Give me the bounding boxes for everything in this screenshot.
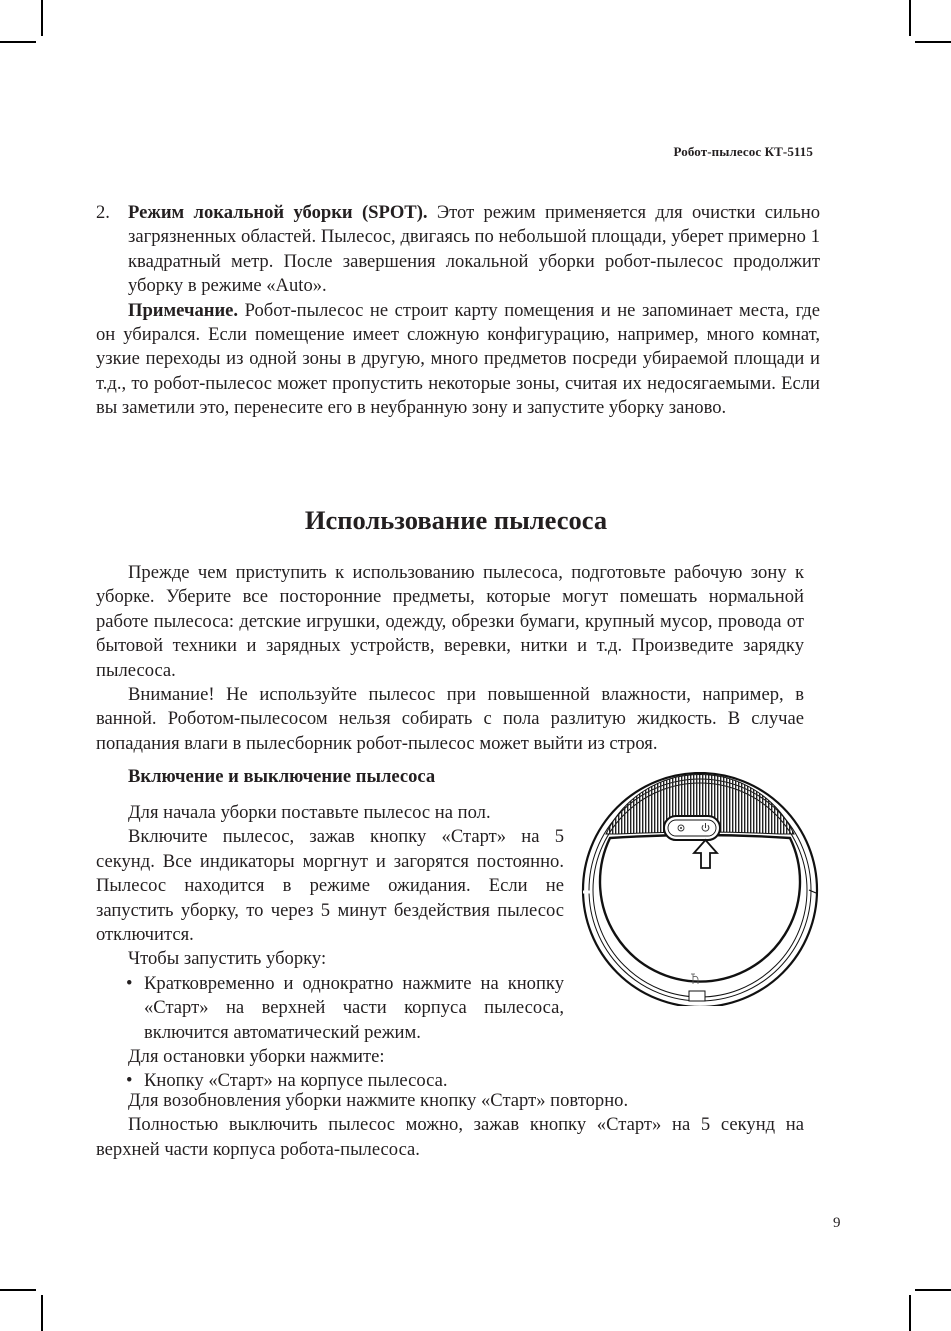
- intro-paragraph: Прежде чем приступить к использованию пылесоса, подготовьте рабочую зону к уборке. Уберите все посторонние предметы, которые могут помешать нормальной работе пылесоса: детские игрушки, одежду, обрезки бумаги, крупный мусор, провода от бытовой техники и зарядных устройств, веревки, нитки и т.д. Произведите зарядку пылесоса.: [96, 562, 804, 681]
- item-number: 2.: [96, 202, 110, 223]
- list-item: [96, 972, 564, 1045]
- lid: [600, 835, 800, 982]
- robot-vacuum-illustration: [570, 772, 830, 1006]
- paragraph: Включите пылесос, зажав кнопку «Старт» на 5 секунд. Все индикаторы моргнут и загорятся постоянно. Пылесос находится в режиме ожидания. Если не запустить уборку, то через 5 минут бездействия пылесос отключится.: [96, 826, 564, 946]
- note-label: Примечание.: [128, 299, 239, 321]
- crop-mark-top-right-v: [909, 0, 911, 36]
- note-text: Робот-пылесос не строит карту помещения и не запоминает места, где он убирался. Если помещение имеет сложную конфигурацию, например, много комнат, узкие переходы из одной зоны в другую, много предметов посреди убираемой площади и т.д., то робот-пылесос может пропустить некоторые зоны, считая их недосягаемыми. Если вы заметили это, перенесите его в неубранную зону и запустите уборку заново.: [96, 299, 820, 419]
- crop-mark-top-left-h: [0, 41, 36, 43]
- crop-mark-bottom-left-h: [0, 1289, 36, 1291]
- paragraph: Для начала уборки поставьте пылесос на пол.: [128, 802, 491, 823]
- start-label: Чтобы запустить уборку:: [128, 948, 327, 970]
- section-intro: [96, 561, 804, 756]
- list-item-text: Кнопку «Старт» на корпусе пылесоса.: [144, 1070, 448, 1092]
- crop-mark-bottom-left-v: [41, 1295, 43, 1331]
- page-number: 9: [833, 1215, 841, 1231]
- bullet-icon: •: [126, 972, 133, 994]
- crop-mark-top-left-v: [41, 0, 43, 36]
- spot-section: [96, 201, 820, 421]
- paragraph: Полностью выключить пылесос можно, зажав кнопку «Старт» на 5 секунд на верхней части корпуса робота-пылесоса.: [96, 1114, 804, 1160]
- running-header: Робот-пылесос КТ-5115: [673, 144, 813, 159]
- stop-label: Для остановки уборки нажмите:: [128, 1046, 385, 1068]
- list-item-text: Кратковременно и однократно нажмите на кнопку «Старт» на верхней части корпуса пылесоса, включится автоматический режим.: [144, 972, 564, 1043]
- bullet-icon: •: [126, 1070, 133, 1092]
- warning-paragraph: Внимание! Не используйте пылесос при повышенной влажности, например, в ванной. Роботом-пылесосом нельзя собирать с пола разлитую жидкость. В случае попадания влаги в пылесборник робот-пылесос может выйти из строя.: [96, 684, 804, 754]
- power-instructions-tail: [96, 1089, 804, 1162]
- item-text: Этот режим применяется для очистки сильно загрязненных областей. Пылесос, двигаясь по небольшой площади, уберет примерно 1 квадратный метр. После завершения локальной уборки робот-пылесос продолжит уборку в режиме «Auto».: [128, 202, 820, 297]
- note-paragraph: [96, 299, 820, 421]
- section-title: Использование пылесоса: [304, 505, 608, 535]
- crop-mark-bottom-right-h: [915, 1289, 951, 1291]
- paragraph: Для возобновления уборки нажмите кнопку «Старт» повторно.: [128, 1090, 629, 1111]
- subsection-title: Включение и выключение пылесоса: [128, 766, 436, 787]
- crop-mark-top-right-h: [915, 41, 951, 43]
- power-instructions: [96, 801, 564, 1094]
- item-title: Режим локальной уборки (SPOT).: [128, 202, 428, 223]
- crop-mark-bottom-right-v: [909, 1295, 911, 1331]
- numbered-item-spot: [96, 201, 820, 299]
